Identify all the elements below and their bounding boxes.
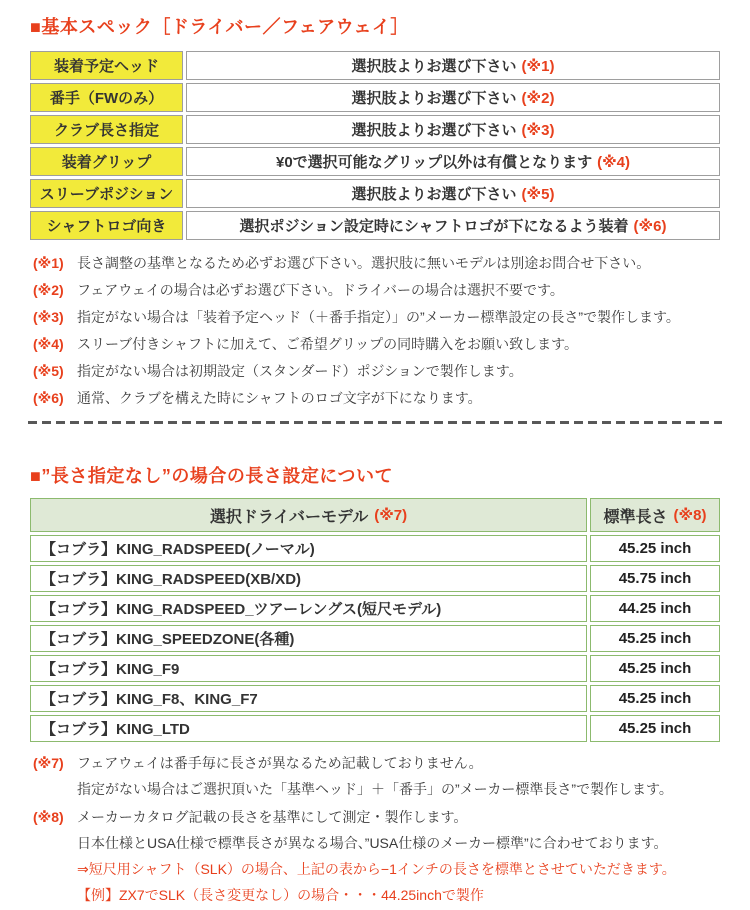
table-row	[30, 51, 720, 80]
section1-notes	[33, 250, 750, 412]
table-row	[30, 83, 720, 112]
note-marker: (※7)	[33, 755, 64, 771]
length-table	[30, 498, 720, 742]
model-cell: 【コブラ】KING_SPEEDZONE(各種)	[30, 625, 587, 652]
header-model-cell	[30, 498, 587, 532]
header-model-label: 選択ドライバーモデル	[209, 508, 369, 526]
dashed-separator	[28, 421, 722, 424]
note-text: フェアウェイの場合は必ずお選び下さい。ドライバーの場合は選択不要です。	[77, 282, 564, 298]
header-length-cell	[590, 498, 720, 532]
model-cell: 【コブラ】KING_RADSPEED(XB/XD)	[30, 565, 587, 592]
spec-value	[186, 115, 720, 144]
length-cell: 45.25 inch	[590, 625, 720, 652]
table-row	[30, 211, 720, 240]
length-cell: 44.25 inch	[590, 595, 720, 622]
note-marker: (※6)	[33, 390, 64, 406]
note-text: 日本仕様とUSA仕様で標準長さが異なる場合、”USA仕様のメーカー標準”に合わせております。	[77, 835, 668, 851]
note-text: 指定がない場合は「装着予定ヘッド（＋番手指定）」の”メーカー標準設定の長さ”で製作します。	[77, 309, 680, 325]
note-line	[33, 277, 750, 304]
note-group	[33, 804, 750, 908]
spec-label: 装着グリップ	[30, 147, 183, 176]
spec-label: スリーブポジション	[30, 179, 183, 208]
spec-value-text: ¥0で選択可能なグリップ以外は有償となります	[275, 154, 593, 171]
note-text: フェアウェイは番手毎に長さが異なるため記載しておりません。	[77, 755, 483, 771]
section1-title: ■基本スペック［ドライバー／フェアウェイ］	[30, 17, 409, 37]
length-cell: 45.25 inch	[590, 715, 720, 742]
spec-value-ref: (※1)	[521, 57, 555, 75]
note-line	[33, 385, 750, 412]
note-text: 通常、クラブを構えた時にシャフトのロゴ文字が下になります。	[77, 390, 482, 406]
table-row	[30, 685, 720, 712]
spec-value-ref: (※5)	[521, 185, 555, 203]
length-cell: 45.25 inch	[590, 535, 720, 562]
table-row	[30, 179, 720, 208]
table-row	[30, 625, 720, 652]
note-line	[33, 331, 750, 358]
spec-label: 番手（FWのみ）	[30, 83, 183, 112]
header-length-ref: (※8)	[673, 507, 707, 524]
table-row	[30, 595, 720, 622]
table-header-row	[30, 498, 720, 532]
spec-value-ref: (※4)	[597, 153, 630, 171]
note-text: 指定がない場合は初期設定（スタンダード）ポジションで製作します。	[77, 363, 523, 379]
table-row	[30, 535, 720, 562]
note-marker: (※8)	[33, 809, 64, 825]
note-marker: (※5)	[33, 363, 64, 379]
spec-value	[186, 179, 720, 208]
length-cell: 45.25 inch	[590, 655, 720, 682]
note-group	[33, 750, 750, 802]
note-line	[33, 250, 750, 277]
table-row	[30, 715, 720, 742]
header-model-ref: (※7)	[374, 507, 408, 524]
spec-value-ref: (※3)	[521, 121, 555, 139]
spec-value-ref: (※6)	[633, 217, 667, 235]
note-marker: (※1)	[33, 255, 64, 271]
basic-spec-table	[30, 51, 720, 240]
spec-value	[186, 51, 720, 80]
table-row	[30, 565, 720, 592]
spec-value-text: 選択肢よりお選び下さい	[351, 58, 517, 75]
table-row	[30, 115, 720, 144]
spec-value-text: 選択肢よりお選び下さい	[351, 122, 517, 139]
model-cell: 【コブラ】KING_F9	[30, 655, 587, 682]
note-text-red: 【例】ZX7でSLK（長さ変更なし）の場合・・・44.25inchで製作	[77, 887, 484, 903]
table-row	[30, 655, 720, 682]
model-cell: 【コブラ】KING_LTD	[30, 715, 587, 742]
note-text: メーカーカタログ記載の長さを基準にして測定・製作します。	[77, 809, 468, 825]
section2-title: ■”長さ指定なし”の場合の長さ設定について	[30, 466, 394, 486]
spec-value	[186, 147, 720, 176]
length-cell: 45.25 inch	[590, 685, 720, 712]
spec-value-ref: (※2)	[521, 89, 555, 107]
length-cell: 45.75 inch	[590, 565, 720, 592]
note-marker: (※3)	[33, 309, 64, 325]
header-length-label: 標準長さ	[603, 508, 668, 526]
spec-value-text: 選択肢よりお選び下さい	[351, 90, 517, 107]
spec-value-text: 選択ポジション設定時にシャフトロゴが下になるよう装着	[239, 218, 629, 235]
note-text: 指定がない場合はご選択頂いた「基準ヘッド」＋「番手」の”メーカー標準長さ”で製作します。	[77, 781, 673, 797]
spec-value	[186, 211, 720, 240]
note-line	[33, 304, 750, 331]
note-text: スリーブ付きシャフトに加えて、ご希望グリップの同時購入をお願い致します。	[77, 336, 579, 352]
note-marker: (※2)	[33, 282, 64, 298]
spec-value-text: 選択肢よりお選び下さい	[351, 186, 517, 203]
section2-notes	[33, 750, 750, 908]
note-marker: (※4)	[33, 336, 64, 352]
note-text: 長さ調整の基準となるため必ずお選び下さい。選択肢に無いモデルは別途お問合せ下さい。	[77, 255, 651, 271]
note-text-red: ⇒短尺用シャフト（SLK）の場合、上記の表から−1インチの長さを標準とさせていただきます。	[77, 861, 676, 877]
model-cell: 【コブラ】KING_RADSPEED_ツアーレングス(短尺モデル)	[30, 595, 587, 622]
model-cell: 【コブラ】KING_RADSPEED(ノーマル)	[30, 535, 587, 562]
spec-value	[186, 83, 720, 112]
spec-label: クラブ長さ指定	[30, 115, 183, 144]
spec-label: シャフトロゴ向き	[30, 211, 183, 240]
table-row	[30, 147, 720, 176]
spec-label: 装着予定ヘッド	[30, 51, 183, 80]
note-line	[33, 358, 750, 385]
model-cell: 【コブラ】KING_F8、KING_F7	[30, 685, 587, 712]
